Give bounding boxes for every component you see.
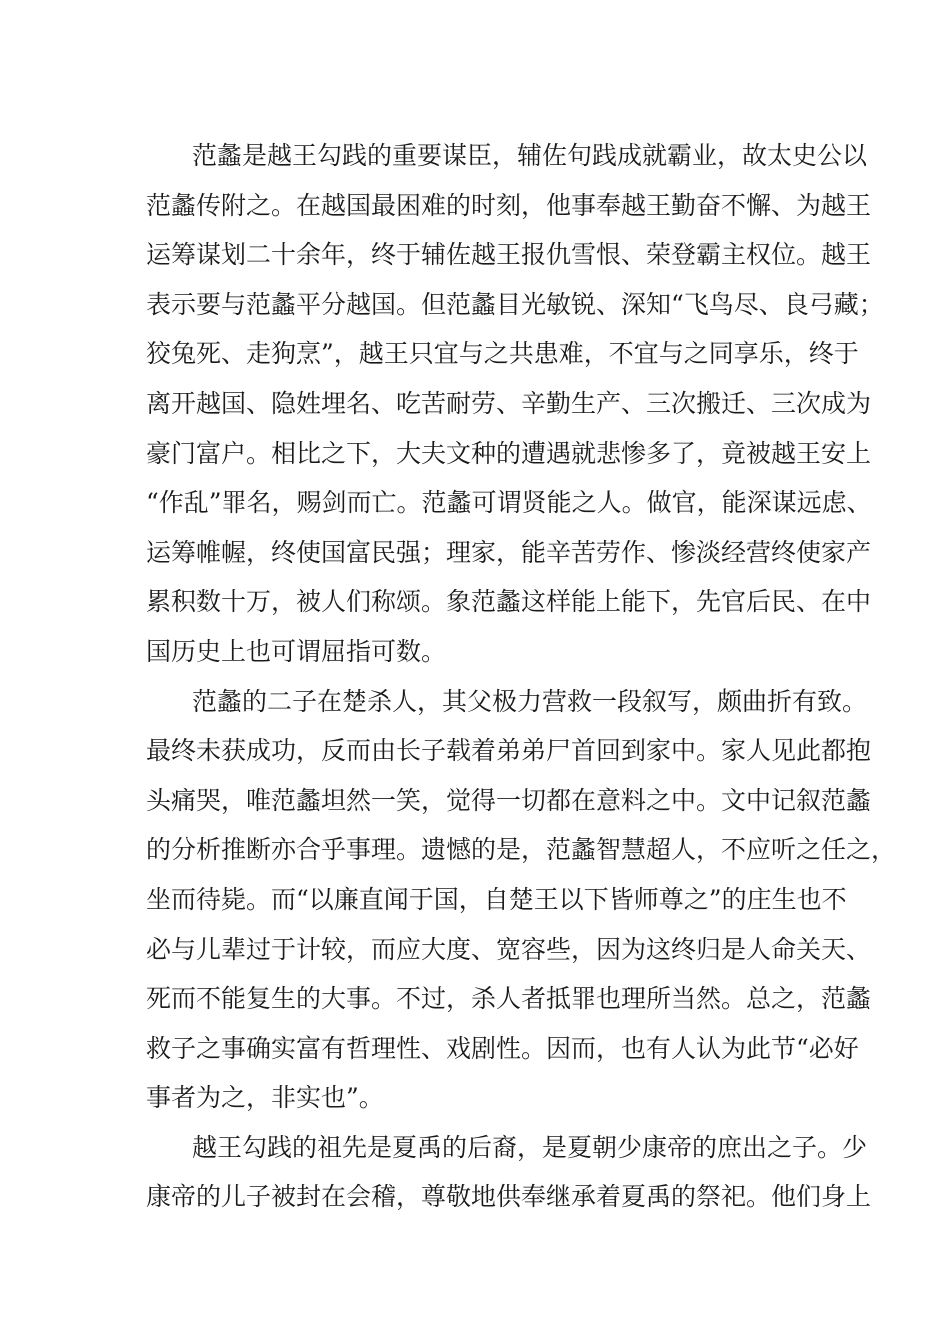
paragraph-2-line-1: 范蠡的二子在楚杀人，其父极力营救一段叙写，颇曲折有致。 bbox=[192, 686, 868, 716]
paragraph-1-line-11: 国历史上也可谓屈指可数。 bbox=[146, 636, 447, 666]
paragraph-3-line-2: 康帝的儿子被封在会稽，尊敬地供奉继承着夏禹的祭祀。他们身上 bbox=[146, 1182, 872, 1212]
paragraph-1-line-1: 范蠡是越王勾践的重要谋臣，辅佐句践成就霸业，故太史公以 bbox=[192, 141, 868, 170]
paragraph-3-line-1: 越王勾践的祖先是夏禹的后裔，是夏朝少康帝的庶出之子。少 bbox=[192, 1132, 868, 1162]
paragraph-1-line-5: 狡兔死、走狗烹”，越王只宜与之共患难，不宜与之同享乐，终于 bbox=[146, 339, 859, 369]
paragraph-1-line-2: 范蠡传附之。在越国最困难的时刻，他事奉越王勤奋不懈、为越王 bbox=[146, 190, 872, 220]
paragraph-1-line-4: 表示要与范蠡平分越国。但范蠡目光敏锐、深知“飞鸟尽、良弓藏； bbox=[146, 289, 884, 319]
body-text bbox=[146, 131, 897, 1222]
paragraph-1-line-10: 累积数十万，被人们称颂。象范蠡这样能上能下，先官后民、在中 bbox=[146, 587, 872, 617]
paragraph-2-line-3: 头痛哭，唯范蠡坦然一笑，觉得一切都在意料之中。文中记叙范蠡 bbox=[146, 785, 872, 815]
paragraph-2-line-4: 的分析推断亦合乎事理。遗憾的是，范蠡智慧超人，不应听之任之， bbox=[146, 835, 897, 865]
paragraph-2-line-7: 死而不能复生的大事。不过，杀人者抵罪也理所当然。总之，范蠡 bbox=[146, 984, 872, 1014]
paragraph-1-line-9: 运筹帷幄，终使国富民强；理家，能辛苦劳作、惨淡经营终使家产 bbox=[146, 537, 872, 567]
paragraph-2-line-8: 救子之事确实富有哲理性、戏剧性。因而，也有人认为此节“必好 bbox=[146, 1033, 859, 1063]
paragraph-1-line-3: 运筹谋划二十余年，终于辅佐越王报仇雪恨、荣登霸主权位。越王 bbox=[146, 240, 872, 270]
paragraph-1-line-7: 豪门富户。相比之下，大夫文种的遭遇就悲惨多了，竟被越王安上 bbox=[146, 438, 872, 468]
paragraph-2-line-6: 必与儿辈过于计较，而应大度、宽容些，因为这终归是人命关天、 bbox=[146, 934, 872, 964]
paragraph-2-line-9: 事者为之，非实也”。 bbox=[146, 1083, 384, 1113]
paragraph-2-line-5: 坐而待毙。而“以廉直闻于国，自楚王以下皆师尊之”的庄生也不 bbox=[146, 884, 847, 914]
paragraph-1-line-8: “作乱”罪名，赐剑而亡。范蠡可谓贤能之人。做官，能深谋远虑、 bbox=[146, 488, 872, 518]
paragraph-2-line-2: 最终未获成功，反而由长子载着弟弟尸首回到家中。家人见此都抱 bbox=[146, 736, 872, 766]
paragraph-1-line-6: 离开越国、隐姓埋名、吃苦耐劳、辛勤生产、三次搬迁、三次成为 bbox=[146, 388, 872, 418]
